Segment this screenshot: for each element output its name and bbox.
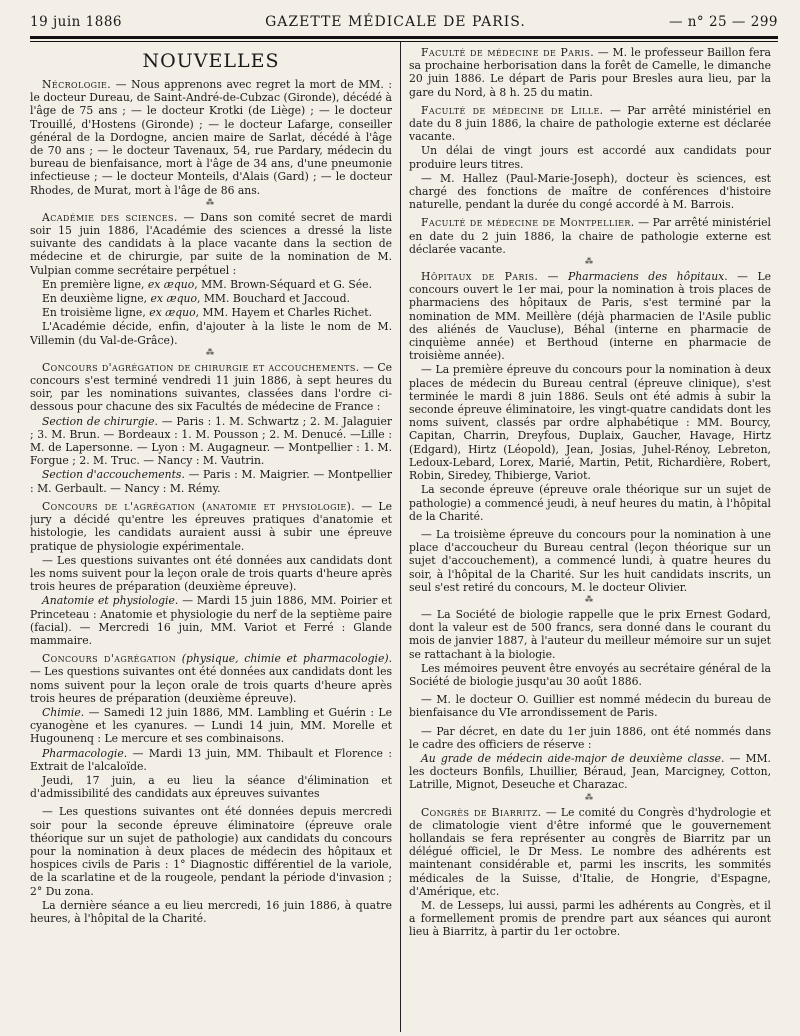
surgery-contest-text: — Ce concours s'est terminé vendredi 11 juin 1886, à sept heures du soir, par les nominations suivantes, classées dans l'ordre ci-dessous pour chacune des six Facultés de médecine de France :: [30, 360, 392, 414]
reserve-officers-text: . — MM. les docteurs Bonfils, Lhuillier, Béraud, Jean, Marcigney, Cotton, Latrille, Mignot, Deseuche et Charazac.: [409, 751, 771, 792]
surgery-section-text: . — Paris : 1. M. Schwartz ; 2. M. Jalaguier ; 3. M. Brun. — Bordeaux : 1. M. Pousson ; 2. M. Denucé. —Lille : M. de Lapersonne. — Lyon : M. Augagneur. — Montpellier : 1. M. Forgue ; 2. M. Truc. — Nancy : M. Vautrin.: [30, 414, 392, 468]
biarritz-congress-text: — Le comité du Congrès d'hydrologie et de climatologie vient d'être informé que le gouvernement hollandais se fera représenter au congrès de Biarritz par un délégué officiel, le Dr Mess. Le nombre des adhérents est maintenant considérable et, parmi les inscrits, les sommités médicales de la Suisse, d'Italie, de Hongrie, d'Espagne, d'Amérique, etc.: [409, 805, 771, 898]
hallez-appointment: — M. Hallez (Paul-Marie-Joseph), docteur ès sciences, est chargé des fonctions de maître de conférences d'histoire naturelle, pendant la durée du congé accordé à M. Barrois.: [409, 171, 771, 212]
anatomy-questions: — Les questions suivantes ont été données aux candidats dont les noms suivent pour la leçon orale de trois quarts d'heure après trois heures de préparation (deuxième épreuve).: [30, 553, 392, 594]
biarritz-congress-paragraph: [409, 806, 771, 898]
header-page-number: — n° 25 — 299: [668, 14, 778, 30]
biarritz-congress-heading: Congrès de Biarritz.: [421, 805, 542, 819]
biology-society-prize: — La Société de biologie rappelle que le prix Ernest Godard, dont la valeur est de 500 francs, sera donné dans le courant du mois de janvier 1887, à l'auteur du meilleur mémoire sur un sujet se rattachant à la biologie.: [409, 607, 771, 661]
hospitals-heading: Hôpitaux de Paris.: [421, 270, 539, 284]
line-text: En deuxième ligne,: [42, 292, 151, 306]
central-bureau-second-test: La seconde épreuve (épreuve orale théorique sur un sujet de pathologie) a commencé jeudi, à neuf heures du matin, à l'hôpital de la Charité.: [409, 483, 771, 523]
hospitals-paragraph: Hôpitaux de Paris. — Pharmaciens des hôpitaux. — Le concours ouvert le 1er mai, pour la nomination à trois places de pharmaciens des hôpitaux de Paris, s'est terminé par la nomination de MM. Meillère (déjà pharmacien de l'Asile public des aliénés de Vaucluse), Béhal (interne en pharmacie de cinquième année) et Berthoud (interne en pharmacie de troisième année).: [409, 270, 771, 363]
chemistry-label: Chimie: [42, 705, 81, 719]
header-date: 19 juin 1886: [30, 14, 123, 30]
separator-ornament: ⁂: [585, 594, 595, 604]
physics-contest-subjects: (physique, chimie et pharmacologie): [181, 652, 389, 666]
lille-faculty-text: — Par arrêté ministériel en date du 8 juin 1886, la chaire de pathologie externe est déclarée vacante.: [409, 103, 771, 144]
surgery-contest-paragraph: [30, 361, 392, 414]
pharmacology-label: Pharmacologie: [42, 746, 124, 760]
line-italic: ex æquo: [149, 306, 196, 320]
hospitals-subheading: Pharmaciens des hôpitaux: [567, 270, 725, 284]
line-text: , MM. Bouchard et Jaccoud.: [196, 292, 350, 306]
surgery-contest-heading: Concours d'agrégation de chirurgie et accouchements.: [42, 360, 360, 374]
last-session: La dernière séance a eu lieu mercredi, 16 juin 1886, à quatre heures, à l'hôpital de la Charité.: [30, 898, 392, 925]
montpellier-faculty-paragraph: [409, 216, 771, 256]
montpellier-faculty-text: — Par arrêté ministériel en date du 2 juin 1886, la chaire de pathologie externe est déclarée vacante.: [409, 216, 771, 256]
paris-faculty-text: — M. le professeur Baillon fera sa prochaine herborisation dans la forêt de Camelle, le dimanche 20 juin 1886. Le départ de Paris pour Bresles aura lieu, par la gare du Nord, à 8 h. 25 du matin.: [409, 46, 771, 99]
right-column: [400, 42, 771, 1032]
paris-faculty-paragraph: [409, 46, 771, 99]
separator-ornament: ⁂: [206, 197, 216, 207]
lille-faculty-paragraph: [409, 104, 771, 144]
physics-contest-text: . — Les questions suivantes ont été données aux candidats dont les noms suivent pour la leçon orale de trois quarts d'heure après trois heures de préparation (deuxième épreuve).: [30, 652, 392, 705]
separator-ornament: ⁂: [206, 347, 216, 357]
anatomy-contest-heading: Concours de l'agrégation (anatomie et physiologie).: [42, 499, 356, 513]
guillier-appointment: — M. le docteur O. Guillier est nommé médecin du bureau de bienfaisance du VIe arrondissement de Paris.: [409, 693, 771, 720]
physics-contest-heading: Concours d'agrégation: [42, 652, 177, 666]
academy-decision: L'Académie décide, enfin, d'ajouter à la liste le nom de M. Villemin (du Val-de-Grâce).: [30, 320, 392, 347]
necrology-paragraph: [30, 78, 392, 197]
line-text: , MM. Brown-Séquard et G. Sée.: [194, 277, 373, 291]
separator-ornament: ⁂: [585, 257, 595, 267]
necrology-text: — Nous apprenons avec regret la mort de MM. : le docteur Dureau, de Saint-André-de-Cubzac (Gironde), décédé à l'âge de 75 ans ; — le docteur Krotki (de Liège) ; — le docteur Trouillé, d'Hostens (Gironde) ; — le docteur Lafarge, conseiller général de la Dordogne, ancien maire de Sarlat, décédé à l'âge de 70 ans ; — le docteur Tavenaux, 54, rue Pardary, médecin du bureau de bienfaisance, mort à l'âge de 34 ans, d'une pneumonie infectieuse ; — le docteur Monteils, d'Alais (Gard) ; — le docteur Rhodes, de Murat, mort à l'âge de 86 ans.: [30, 78, 392, 197]
second-test-questions: — Les questions suivantes ont été données depuis mercredi soir pour la seconde épreuve éliminatoire (épreuve orale théorique sur un sujet de pathologie) aux candidats du concours pour la nomination à deux places de médecin des hôpitaux et hospices civils de Paris : 1° Diagnostic différentiel de la variole, de la scarlatine et de la rougeole, pendant la période d'invasion ; 2° Du zona.: [30, 805, 392, 898]
reserve-grade-label: Au grade de médecin aide-major de deuxième classe: [421, 751, 722, 765]
line-text: , MM. Hayem et Charles Richet.: [195, 306, 373, 320]
chemistry-text: . — Samedi 12 juin 1886, MM. Lambling et Guérin : Le cyanogène et les cyanures. — Lundi 14 juin, MM. Morelle et Hugounenq : Le mercure et ses combinaisons.: [30, 705, 392, 746]
obstetrician-contest: — La troisième épreuve du concours pour la nomination à une place d'accoucheur du Bureau central (leçon théorique sur un sujet d'accouchement), a commencé lundi, à quatre heures du soir, à l'hôpital de la Charité. Sur les huit candidats inscrits, un seul s'est retiré du concours, M. le docteur Olivier.: [409, 527, 771, 594]
obstetrics-section: [30, 468, 392, 494]
columns: [30, 42, 778, 1032]
reserve-officers: [409, 752, 771, 792]
surgery-section-label: Section de chirurgie: [42, 414, 155, 428]
anatomy-physiology: [30, 594, 392, 647]
academy-text: — Dans son comité secret de mardi soir 15 juin 1886, l'Académie des sciences a dressé la liste suivante des candidats à la place vacante dans la section de médecine et de chirurgie, par suite de la nomination de M. Vulpian comme secrétaire perpétuel :: [30, 210, 392, 277]
biology-society-memoirs: Les mémoires peuvent être envoyés au secrétaire général de la Société de biologie jusqu'au 30 août 1886.: [409, 661, 771, 688]
chemistry: [30, 706, 392, 746]
line-text: En première ligne,: [42, 277, 148, 291]
elimination-session: Jeudi, 17 juin, a eu lieu la séance d'élimination et d'admissibilité des candidats aux épreuves suivantes: [30, 773, 392, 801]
header-rule-thick: [30, 36, 778, 39]
section-title: NOUVELLES: [142, 50, 280, 72]
obstetrics-section-text: . — Paris : M. Maigrier. — Montpellier : M. Gerbault. — Nancy : M. Rémy.: [30, 468, 392, 495]
lille-delay: Un délai de vingt jours est accordé aux candidats pour produire leurs titres.: [409, 144, 771, 171]
hospitals-text: . — Le concours ouvert le 1er mai, pour la nomination à trois places de pharmaciens des hôpitaux de Paris, s'est terminé par la nomination de MM. Meillère (déjà pharmacien de l'Asile public des aliénés de Vaucluse), Béhal (interne en pharmacie de cinquième année) et Berthoud (interne en pharmacie de troisième année).: [409, 270, 771, 363]
academy-line-3: [30, 306, 392, 319]
anatomy-contest-text: — Le jury a décidé qu'entre les épreuves pratiques d'anatomie et histologie, les candidats auraient aussi à subir une épreuve pratique de physiologie expérimentale.: [30, 499, 392, 553]
obstetrics-section-label: Section d'accouchements: [42, 468, 182, 482]
left-column: [30, 42, 400, 1032]
separator-ornament: ⁂: [585, 792, 595, 802]
academy-line-1: [30, 278, 392, 291]
academy-paragraph: [30, 211, 392, 277]
lesseps-paragraph: M. de Lesseps, lui aussi, parmi les adhérents au Congrès, et il a formellement promis de prendre part aux séances qui auront lieu à Biarritz, à partir du 1er octobre.: [409, 898, 771, 939]
anatomy-physiology-text: . — Mardi 15 juin 1886, MM. Poirier et Princeteau : Anatomie et physiologie du nerf de la septième paire (facial). — Mercredi 16 juin, MM. Variot et Ferré : Glande mammaire.: [30, 594, 392, 647]
line-italic: ex æquo: [147, 277, 195, 291]
montpellier-faculty-heading: Faculté de médecine de Montpellier.: [421, 216, 635, 230]
line-text: En troisième ligne,: [42, 306, 150, 320]
page-header: [30, 14, 778, 34]
surgery-section: [30, 415, 392, 468]
decree-paragraph: — Par décret, en date du 1er juin 1886, ont été nommés dans le cadre des officiers de réserve :: [409, 724, 771, 751]
academy-heading: Académie des sciences.: [42, 210, 178, 224]
central-bureau-first-test: — La première épreuve du concours pour la nomination à deux places de médecin du Bureau central (épreuve clinique), s'est terminée le mardi 8 juin 1886. Seuls ont été admis à subir la seconde épreuve éliminatoire, les vingt-quatre candidats dont les noms suivent, classés par ordre alphabétique : MM. Bourcy, Capitan, Charrin, Dreyfous, Duplaix, Gaucher, Havage, Hirtz (Edgard), Hirtz (Léopold), Jean, Josias, Juhel-Rénoy, Lebreton, Ledoux-Lebard, Lorex, Marié, Martin, Petit, Richardière, Robert, Robin, Siredey, Thibierge, Variot.: [409, 363, 771, 483]
pharmacology-text: . — Mardi 13 juin, MM. Thibault et Florence : Extrait de l'alcaloïde.: [30, 746, 392, 773]
anatomy-physiology-label: Anatomie et physiologie: [42, 594, 175, 608]
paris-faculty-heading: Faculté de médecine de Paris.: [421, 46, 595, 59]
header-journal-title: GAZETTE MÉDICALE DE PARIS.: [265, 14, 526, 30]
necrology-heading: Nécrologie.: [42, 78, 112, 91]
anatomy-contest-paragraph: [30, 500, 392, 553]
physics-contest-paragraph: [30, 652, 392, 705]
pharmacology: [30, 747, 392, 773]
academy-line-2: [30, 292, 392, 305]
line-italic: ex æquo: [150, 292, 197, 306]
lille-faculty-heading: Faculté de médecine de Lille.: [421, 103, 604, 117]
